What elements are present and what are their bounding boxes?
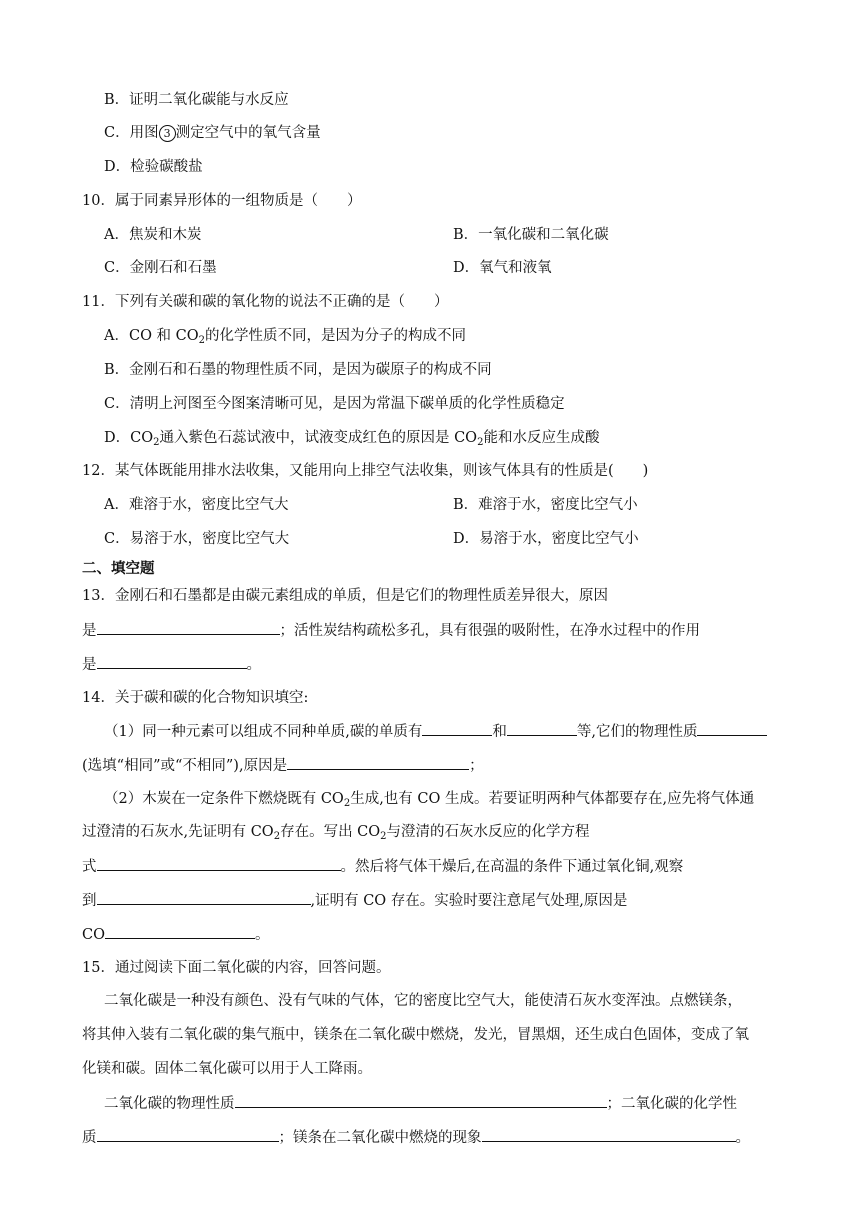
subscript: 2 — [198, 335, 206, 346]
q14-p1-text-c: 等,它们的物理性质 — [576, 724, 698, 740]
q14-part2-line4 — [82, 890, 627, 911]
q14-p1-text-d: (选填“相同”或“不相同”),原因是 — [82, 758, 288, 774]
q14-p3-text-c: 与澄清的石灰水反应的化学方程 — [386, 824, 590, 840]
q14-p1-text-b: 和 — [492, 724, 507, 740]
q13-line2-prefix: 是 — [82, 623, 97, 639]
q11-option-b: B．金刚石和石墨的物理性质不同，是因为碳原子的构成不同 — [104, 362, 492, 378]
section-heading: 二、填空题 — [82, 561, 155, 577]
answer-blank[interactable] — [287, 755, 469, 770]
q15-ask2-text-c: 。 — [735, 1130, 750, 1146]
q14-part2-line1 — [104, 789, 754, 809]
q14-p4-suffix: 。然后将气体干燥后,在高温的条件下通过氧化铜,观察 — [340, 859, 684, 875]
q10-option-a: A．焦炭和木炭 — [104, 227, 202, 243]
q14-p6-suffix: 。 — [254, 927, 270, 943]
answer-blank[interactable] — [97, 856, 341, 871]
q14-part2-line3 — [82, 856, 683, 877]
answer-blank[interactable] — [697, 721, 767, 736]
q14-part1-line1 — [104, 721, 767, 742]
subscript: 2 — [273, 831, 281, 842]
q12-option-d: D．易溶于水，密度比空气小 — [453, 531, 639, 547]
q15-ask1-text-a: 二氧化碳的物理性质 — [104, 1096, 235, 1112]
answer-blank[interactable] — [97, 890, 311, 905]
q11-option-d — [104, 428, 599, 448]
q9-option-b: B．证明二氧化碳能与水反应 — [104, 92, 289, 108]
q9-option-c — [104, 123, 321, 143]
q14-p2-text-b: 生成,也有 CO 生成。若要证明两种气体都要存在,应先将气体通 — [350, 791, 755, 807]
q12-option-c: C．易溶于水，密度比空气大 — [104, 531, 290, 547]
q12-option-a: A．难溶于水，密度比空气大 — [104, 497, 289, 513]
subscript: 2 — [343, 798, 351, 809]
q11-a-text2: 的化学性质不同，是因为分子的构成不同 — [205, 328, 467, 344]
q13-line3 — [82, 654, 261, 675]
q11-option-c: C．清明上河图至今图案清晰可见，是因为常温下碳单质的化学性质稳定 — [104, 396, 565, 412]
q14-p5-prefix: 到 — [82, 893, 97, 909]
q15-ask-line2 — [82, 1127, 750, 1148]
q14-p3-text-a: 过澄清的石灰水,先证明有 CO — [82, 824, 274, 840]
q15-ask2-text-b: ；镁条在二氧化碳中燃烧的现象 — [278, 1130, 482, 1146]
answer-blank[interactable] — [105, 924, 255, 939]
q14-stem: 14．关于碳和碳的化合物知识填空: — [82, 690, 309, 706]
q11-option-a — [104, 326, 466, 346]
q12-option-b: B．难溶于水，密度比空气小 — [453, 497, 638, 513]
answer-blank[interactable] — [97, 654, 247, 669]
q15-ask1-text-b: ；二氧化碳的化学性 — [606, 1096, 737, 1112]
q14-p2-text-a: （2）木炭在一定条件下燃烧既有 CO — [104, 791, 344, 807]
q9-option-c-prefix: C．用图 — [104, 125, 159, 141]
q15-ask2-text-a: 质 — [82, 1130, 97, 1146]
answer-blank[interactable] — [97, 1127, 279, 1142]
q13-line3-prefix: 是 — [82, 657, 97, 673]
q11-a-text1: A．CO 和 CO — [104, 328, 199, 344]
q11-d-text3: 能和水反应生成酸 — [483, 430, 600, 446]
q9-option-c-suffix: 测定空气中的氧气含量 — [175, 125, 321, 141]
q14-part2-line2 — [82, 822, 590, 842]
subscript: 2 — [153, 437, 160, 448]
answer-blank[interactable] — [235, 1093, 607, 1108]
answer-blank[interactable] — [422, 721, 492, 736]
q14-p3-text-b: 存在。写出 CO — [280, 824, 381, 840]
q14-p1-text-e: ； — [469, 758, 484, 774]
answer-blank[interactable] — [97, 620, 280, 635]
q13-line2 — [82, 620, 700, 641]
q15-para-line3: 化镁和碳。固体二氧化碳可以用于人工降雨。 — [82, 1061, 372, 1077]
q14-p1-text-a: （1）同一种元素可以组成不同种单质,碳的单质有 — [104, 724, 423, 740]
q11-d-text1: D．CO — [104, 430, 154, 446]
q14-p5-suffix: ,证明有 CO 存在。实验时要注意尾气处理,原因是 — [310, 893, 628, 909]
answer-blank[interactable] — [507, 721, 577, 736]
q14-p6-prefix: CO — [82, 927, 105, 943]
q14-p4-prefix: 式 — [82, 859, 97, 875]
q13-line1: 13．金刚石和石墨都是由碳元素组成的单质，但是它们的物理性质差异很大，原因 — [82, 588, 608, 604]
q15-para-line2: 将其伸入装有二氧化碳的集气瓶中，镁条在二氧化碳中燃烧，发光，冒黑烟，还生成白色固体，变成了氧 — [82, 1027, 749, 1043]
q10-option-d: D．氧气和液氧 — [453, 260, 552, 276]
subscript: 2 — [477, 437, 484, 448]
q14-part1-line2 — [82, 755, 484, 776]
q11-d-text2: 通入紫色石蕊试液中，试液变成红色的原因是 CO — [159, 430, 478, 446]
q13-line3-suffix: 。 — [246, 657, 261, 673]
q10-stem: 10．属于同素异形体的一组物质是（ ） — [82, 193, 362, 209]
q15-ask-line1 — [104, 1093, 737, 1114]
q11-stem: 11．下列有关碳和碳的氧化物的说法不正确的是（ ） — [82, 294, 449, 310]
q9-option-d: D．检验碳酸盐 — [104, 159, 203, 175]
circled-number-icon: 3 — [159, 125, 176, 142]
answer-blank[interactable] — [482, 1127, 736, 1142]
q15-stem: 15．通过阅读下面二氧化碳的内容，回答问题。 — [82, 960, 391, 976]
q15-para-line1: 二氧化碳是一种没有颜色、没有气味的气体，它的密度比空气大，能使清石灰水变浑浊。点燃镁条， — [104, 993, 742, 1009]
q10-option-b: B．一氧化碳和二氧化碳 — [453, 227, 609, 243]
q12-stem: 12．某气体既能用排水法收集，又能用向上排空气法收集，则该气体具有的性质是( ) — [82, 463, 649, 479]
q14-part2-line5 — [82, 924, 269, 945]
q10-option-c: C．金刚石和石墨 — [104, 260, 217, 276]
q13-line2-suffix: ；活性炭结构疏松多孔，具有很强的吸附性，在净水过程中的作用 — [279, 623, 700, 639]
subscript: 2 — [380, 831, 387, 842]
